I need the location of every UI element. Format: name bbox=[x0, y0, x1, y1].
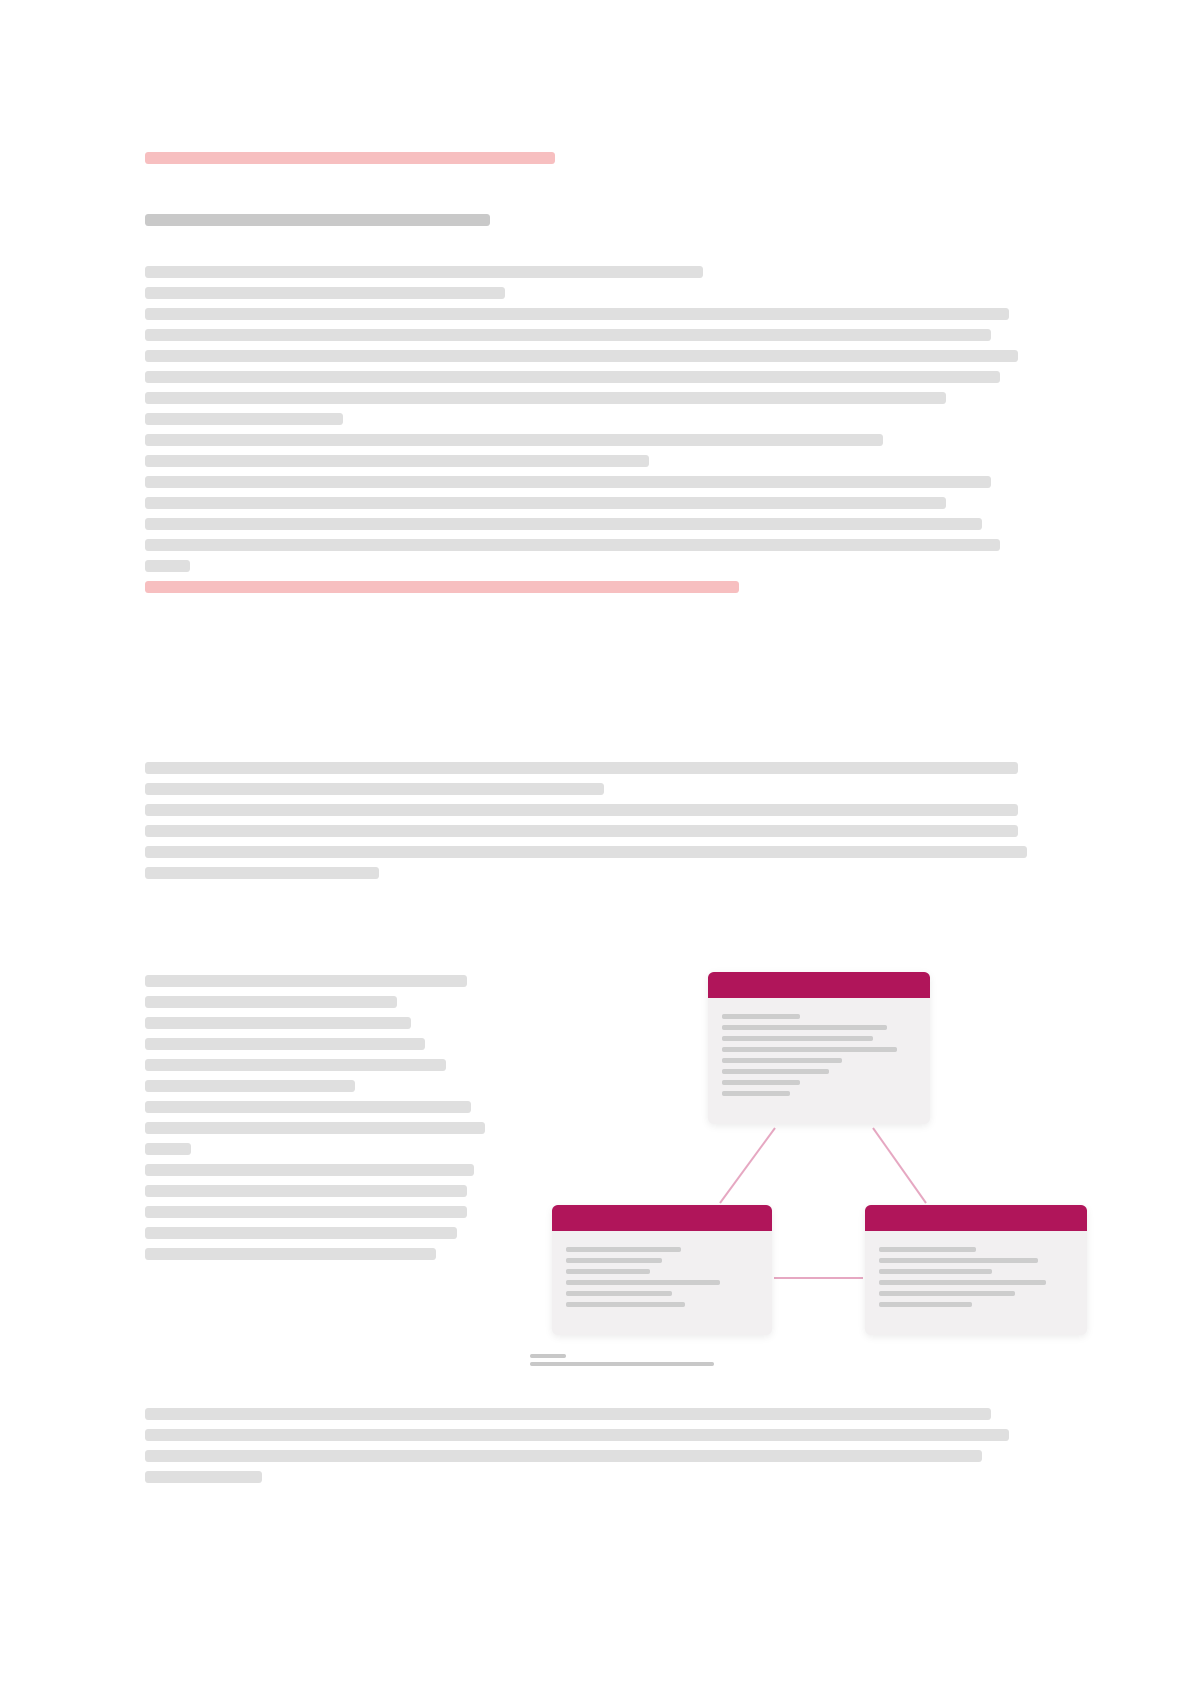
diagram bbox=[530, 960, 1100, 1380]
diagram-box bbox=[552, 1205, 772, 1335]
section-2 bbox=[145, 754, 1045, 888]
diagram-box-title bbox=[552, 1205, 772, 1231]
diagram-box bbox=[865, 1205, 1087, 1335]
diagram-box-title bbox=[865, 1205, 1087, 1231]
text-placeholder bbox=[145, 1408, 1045, 1483]
section-3 bbox=[145, 1400, 1045, 1492]
diagram-box-body bbox=[865, 1231, 1087, 1323]
text-placeholder bbox=[145, 975, 495, 1260]
diagram-box-body bbox=[708, 998, 930, 1112]
section-1 bbox=[145, 258, 1045, 602]
diagram-box-body bbox=[552, 1231, 772, 1323]
diagram-box-title bbox=[708, 972, 930, 998]
question-placeholder bbox=[145, 206, 490, 235]
highlight-placeholder bbox=[145, 581, 1045, 593]
text-placeholder bbox=[145, 762, 1045, 879]
diagram-caption bbox=[530, 1350, 730, 1370]
side-column bbox=[145, 967, 495, 1269]
text-placeholder bbox=[145, 266, 1045, 572]
diagram-box bbox=[708, 972, 930, 1124]
title-placeholder bbox=[145, 144, 555, 173]
